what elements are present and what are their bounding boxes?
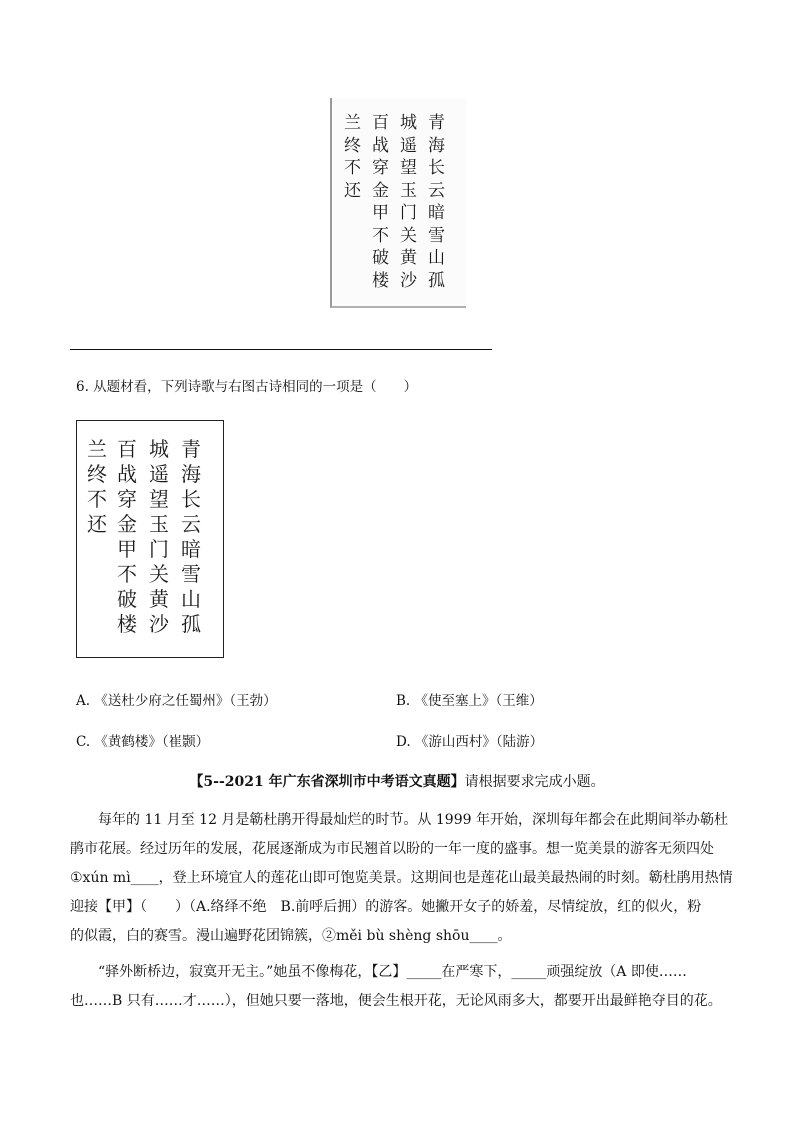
calligraphy-glyph: 玉 <box>400 180 417 201</box>
calligraphy-glyph: 不 <box>87 487 107 511</box>
passage-line: 迎接【甲】（ ）（A.络绎不绝 B.前呼后拥）的游客。她撇开女子的娇羞，尽情绽放，红的似火，粉 <box>70 899 702 915</box>
calligraphy-glyph: 长 <box>428 158 445 178</box>
section-instruction: 请根据要求完成小题。 <box>464 774 605 790</box>
calligraphy-glyph: 青 <box>428 113 445 133</box>
calligraphy-column <box>181 437 201 637</box>
calligraphy-glyph: 破 <box>117 587 137 611</box>
calligraphy-image-framed <box>76 420 224 658</box>
calligraphy-glyph: 门 <box>149 537 169 561</box>
calligraphy-glyph: 不 <box>372 225 389 246</box>
calligraphy-glyph: 关 <box>149 562 169 586</box>
calligraphy-glyph: 长 <box>181 487 201 511</box>
answer-line <box>70 349 492 350</box>
calligraphy-glyph: 城 <box>400 113 417 133</box>
calligraphy-glyph: 破 <box>372 248 389 268</box>
passage-line: “驿外断桥边，寂寞开无主。”她虽不像梅花，【乙】_____在严寒下，_____顽强绽放（A 即使…… <box>70 964 687 980</box>
calligraphy-column <box>428 112 445 292</box>
passage-line: 鹃市花展。经过历年的发展，花展逐渐成为市民翘首以盼的一年一度的盛事。想一览美景的游客无须四处 <box>70 841 714 857</box>
calligraphy-glyph: 百 <box>117 437 137 461</box>
calligraphy-glyph: 玉 <box>149 512 169 536</box>
option-a[interactable]: A. 《送杜少府之任蜀州》（王勃） <box>76 693 277 709</box>
calligraphy-glyph: 关 <box>400 225 417 246</box>
calligraphy-column <box>87 437 107 537</box>
question-stem: 6. 从题材看，下列诗歌与右图古诗相同的一项是（ ） <box>76 379 418 395</box>
calligraphy-glyph: 兰 <box>87 437 107 461</box>
calligraphy-glyph: 金 <box>372 180 389 201</box>
option-c[interactable]: C. 《黄鹤楼》（崔颢） <box>76 734 210 750</box>
calligraphy-glyph: 城 <box>149 437 169 461</box>
calligraphy-glyph: 海 <box>428 135 445 156</box>
calligraphy-column <box>149 437 169 637</box>
calligraphy-glyph: 穿 <box>117 487 137 511</box>
calligraphy-glyph: 金 <box>117 512 137 536</box>
calligraphy-glyph: 雪 <box>428 225 445 246</box>
calligraphy-column <box>372 112 389 292</box>
calligraphy-glyph: 沙 <box>149 612 169 636</box>
calligraphy-glyph: 望 <box>149 487 169 511</box>
calligraphy-glyph: 甲 <box>372 203 389 223</box>
passage-line: 每年的 11 月至 12 月是簕杜鹃开得最灿烂的时节。从 1999 年开始，深圳每年都会在此期间举办簕杜 <box>70 812 728 828</box>
calligraphy-glyph: 黄 <box>400 248 417 268</box>
calligraphy-column <box>400 112 417 292</box>
section-source: 【5--2021 年广东省深圳市中考语文真题】 <box>189 774 465 790</box>
calligraphy-glyph: 门 <box>400 203 417 223</box>
calligraphy-glyph: 山 <box>181 587 201 611</box>
calligraphy-glyph: 遥 <box>400 135 417 156</box>
calligraphy-glyph: 百 <box>372 113 389 133</box>
calligraphy-glyph: 楼 <box>372 270 389 291</box>
passage-line: 的似霞，白的赛雪。漫山遍野花团锦簇，②měi bù shèng shōu____。 <box>70 928 512 944</box>
calligraphy-glyph: 遥 <box>149 462 169 486</box>
calligraphy-column <box>117 437 137 637</box>
passage-paragraph-2 <box>70 958 730 1016</box>
calligraphy-glyph: 海 <box>181 462 201 486</box>
passage-line: ①xún mì____，登上环境宜人的莲花山即可饱览美景。这期间也是莲花山最美最热闹的时刻。簕杜鹃用热情 <box>70 870 733 886</box>
calligraphy-glyph: 战 <box>372 135 389 156</box>
calligraphy-glyph: 暗 <box>428 203 445 223</box>
option-d[interactable]: D. 《游山西村》（陆游） <box>396 734 544 750</box>
option-b[interactable]: B. 《使至塞上》（王维） <box>396 693 543 709</box>
calligraphy-glyph: 终 <box>87 462 107 486</box>
calligraphy-glyph: 沙 <box>400 270 417 291</box>
calligraphy-glyph: 云 <box>181 512 201 536</box>
calligraphy-glyph: 孤 <box>428 270 445 291</box>
calligraphy-image-top <box>330 98 466 308</box>
calligraphy-glyph: 青 <box>181 437 201 461</box>
calligraphy-glyph: 兰 <box>344 113 361 133</box>
calligraphy-glyph: 山 <box>428 248 445 268</box>
calligraphy-glyph: 黄 <box>149 587 169 611</box>
passage-line: 也……B 只有……才……），但她只要一落地，便会生根开花，无论风雨多大，都要开出最鲜艳夺目的花。 <box>70 993 722 1009</box>
calligraphy-glyph: 终 <box>344 135 361 156</box>
section-title <box>0 771 794 791</box>
calligraphy-glyph: 还 <box>87 512 107 536</box>
calligraphy-glyph: 不 <box>117 562 137 586</box>
calligraphy-glyph: 战 <box>117 462 137 486</box>
calligraphy-glyph: 望 <box>400 158 417 178</box>
calligraphy-glyph: 云 <box>428 180 445 201</box>
calligraphy-column <box>344 112 361 202</box>
calligraphy-glyph: 楼 <box>117 612 137 636</box>
passage-paragraph-1 <box>70 806 733 951</box>
calligraphy-glyph: 穿 <box>372 158 389 178</box>
calligraphy-glyph: 不 <box>344 158 361 178</box>
calligraphy-glyph: 暗 <box>181 537 201 561</box>
calligraphy-glyph: 雪 <box>181 562 201 586</box>
calligraphy-glyph: 还 <box>344 180 361 201</box>
calligraphy-glyph: 甲 <box>117 537 137 561</box>
calligraphy-glyph: 孤 <box>181 612 201 636</box>
